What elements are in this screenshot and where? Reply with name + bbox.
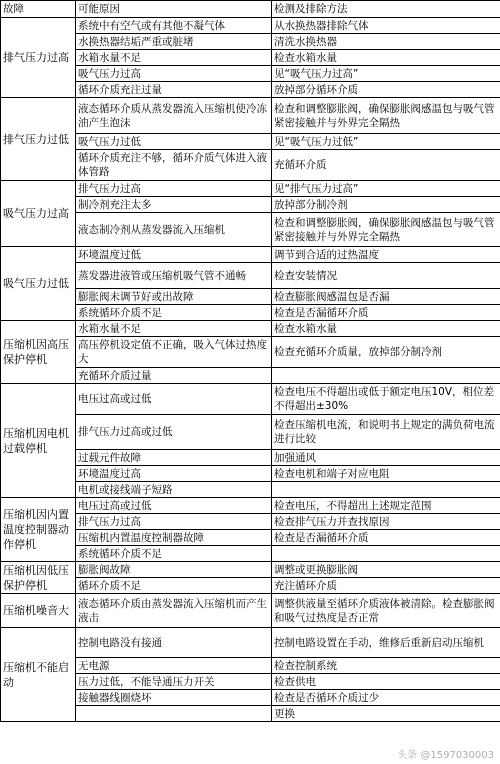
- remedy-cell: 放掉部分循环介质: [272, 82, 500, 98]
- remedy-cell: 检查电压不得超出或低于额定电压10V，相位差不得超出±30%: [272, 384, 500, 415]
- table-row: [1, 181, 500, 197]
- remedy-cell: 检查充循环介质量，放掉部分制冷剂: [272, 337, 500, 368]
- remedy-cell: 充循环介质: [272, 150, 500, 181]
- cause-cell: 压力过低，不能导通压力开关: [76, 674, 272, 690]
- remedy-cell: 检查是否漏循环介质: [272, 305, 500, 321]
- remedy-cell: 检查压缩机电流，和说明书上规定的满负荷电流进行比较: [272, 415, 500, 450]
- fault-cell: 排气压力过低: [1, 98, 76, 181]
- remedy-cell: 检查是否循环介质过少: [272, 690, 500, 706]
- cause-cell: 循环介质充注不够，循环介质气体进入液体管路: [76, 150, 272, 181]
- cause-cell: 接触器线圈烧坏: [76, 690, 272, 706]
- table-row: [1, 213, 500, 247]
- remedy-cell: 见“排气压力过高”: [272, 181, 500, 197]
- fault-cell: 压缩机因低压保护停机: [1, 562, 76, 594]
- fault-cell: 压缩机因内置温度控制器动作停机: [1, 498, 76, 562]
- header-cause: 可能原因: [76, 1, 272, 18]
- cause-cell: 水箱水量不足: [76, 321, 272, 337]
- cause-cell: 系统中有空气或有其他不凝气体: [76, 18, 272, 34]
- cause-cell: 液态循环介质从蒸发器流入压缩机使冷冻油产生泡沫: [76, 98, 272, 134]
- cause-cell: 环境温度过高: [76, 466, 272, 482]
- table-row: [1, 562, 500, 578]
- remedy-cell: 检查供电: [272, 674, 500, 690]
- cause-cell: 制冷剂充注太多: [76, 197, 272, 213]
- remedy-cell: 检查和调整膨胀阀，确保膨胀阀感温包与吸气管紧密接触并与外界完全隔热: [272, 98, 500, 134]
- remedy-cell: 调整供液量至循环介质液体被清除。检查膨胀阀和吸气过热度是否正常: [272, 594, 500, 628]
- table-row: [1, 305, 500, 321]
- fault-cell: 压缩机因电机过载停机: [1, 384, 76, 498]
- table-row: [1, 337, 500, 368]
- cause-cell: 充循环介质过量: [76, 368, 272, 384]
- table-row: [1, 674, 500, 690]
- remedy-cell: 检查电机和端子对应电阻: [272, 466, 500, 482]
- table-row: [1, 368, 500, 384]
- table-row: [1, 82, 500, 98]
- remedy-cell: 检查水箱水量: [272, 321, 500, 337]
- cause-cell: 排气压力过高: [76, 181, 272, 197]
- table-row: [1, 628, 500, 658]
- cause-cell: 循环介质充注过量: [76, 82, 272, 98]
- cause-cell: 控制电路没有接通: [76, 628, 272, 658]
- table-row: [1, 498, 500, 514]
- remedy-cell: [272, 482, 500, 498]
- table-row: [1, 578, 500, 594]
- remedy-cell: 检查水箱水量: [272, 50, 500, 66]
- remedy-cell: 调整或更换膨胀阀: [272, 562, 500, 578]
- remedy-cell: 检查是否漏循环介质: [272, 530, 500, 546]
- cause-cell: 膨胀阀故障: [76, 562, 272, 578]
- table-row: [1, 514, 500, 530]
- cause-cell: 水换热器结垢严重或脏堵: [76, 34, 272, 50]
- remedy-cell: 从水换热器排除气体: [272, 18, 500, 34]
- table-row: [1, 289, 500, 305]
- remedy-cell: 控制电路设置在手动，维修后重新启动压缩机: [272, 628, 500, 658]
- table-row: [1, 263, 500, 289]
- cause-cell: 排气压力过高: [76, 514, 272, 530]
- table-row: [1, 415, 500, 450]
- remedy-cell: 检查电压，不得超出上述规定范围: [272, 498, 500, 514]
- remedy-cell: 检查控制系统: [272, 658, 500, 674]
- cause-cell: 系统循环介质不足: [76, 305, 272, 321]
- table-row: [1, 594, 500, 628]
- remedy-cell: 见“吸气压力过高”: [272, 66, 500, 82]
- fault-cell: 压缩机噪音大: [1, 594, 76, 628]
- remedy-cell: 检查和调整膨胀阀，确保膨胀阀感温包与吸气管紧密接触并与外界完全隔热: [272, 213, 500, 247]
- table-row: [1, 134, 500, 150]
- remedy-cell: 放掉部分制冷剂: [272, 197, 500, 213]
- cause-cell: 排气压力过高或过低: [76, 415, 272, 450]
- table-row: [1, 482, 500, 498]
- cause-cell: 无电源: [76, 658, 272, 674]
- table-body: [1, 18, 500, 722]
- table-row: [1, 450, 500, 466]
- table-row: [1, 706, 500, 722]
- cause-cell: 系统循环介质不足: [76, 546, 272, 562]
- table-row: [1, 466, 500, 482]
- cause-cell: [76, 706, 272, 722]
- cause-cell: 膨胀阀未调节好或出故障: [76, 289, 272, 305]
- remedy-cell: 检查膨胀阀感温包是否漏: [272, 289, 500, 305]
- cause-cell: 蒸发器进液管或压缩机吸气管不通畅: [76, 263, 272, 289]
- table-row: [1, 690, 500, 706]
- table-row: [1, 530, 500, 546]
- cause-cell: 循环介质不足: [76, 578, 272, 594]
- table-row: [1, 247, 500, 263]
- table-row: [1, 18, 500, 34]
- remedy-cell: 加强通风: [272, 450, 500, 466]
- table-row: [1, 384, 500, 415]
- cause-cell: 电机或接线端子短路: [76, 482, 272, 498]
- cause-cell: 水箱水量不足: [76, 50, 272, 66]
- table-row: [1, 658, 500, 674]
- fault-cell: 吸气压力过低: [1, 247, 76, 321]
- cause-cell: 电压过高或过低: [76, 384, 272, 415]
- table-row: [1, 546, 500, 562]
- table-row: [1, 50, 500, 66]
- header-remedy: 检测及排除方法: [272, 1, 500, 18]
- table-row: [1, 150, 500, 181]
- cause-cell: 高压停机设定值不正确，吸入气体过热度大: [76, 337, 272, 368]
- remedy-cell: 见“吸气压力过低”: [272, 134, 500, 150]
- remedy-cell: 检查安装情况: [272, 263, 500, 289]
- remedy-cell: 清洗水换热器: [272, 34, 500, 50]
- table-row: [1, 321, 500, 337]
- table-row: [1, 98, 500, 134]
- remedy-cell: 检查排气压力并查找原因: [272, 514, 500, 530]
- cause-cell: 压缩机内置温度控制器故障: [76, 530, 272, 546]
- cause-cell: 吸气压力过低: [76, 134, 272, 150]
- watermark: 头条 @1597030003: [397, 750, 494, 761]
- cause-cell: 电压过高或过低: [76, 498, 272, 514]
- cause-cell: 液态制冷剂从蒸发器流入压缩机: [76, 213, 272, 247]
- remedy-cell: 调节到合适的过热温度: [272, 247, 500, 263]
- table-header-row: [1, 1, 500, 18]
- fault-cell: 排气压力过高: [1, 18, 76, 98]
- cause-cell: 过载元件故障: [76, 450, 272, 466]
- remedy-cell: [272, 546, 500, 562]
- fault-cell: 压缩机因高压保护停机: [1, 321, 76, 384]
- cause-cell: 吸气压力过高: [76, 66, 272, 82]
- fault-cell: 压缩机不能启动: [1, 628, 76, 722]
- remedy-cell: [272, 368, 500, 384]
- cause-cell: 环境温度过低: [76, 247, 272, 263]
- remedy-cell: 更换: [272, 706, 500, 722]
- cause-cell: 液态循环介质由蒸发器流入压缩机而产生液击: [76, 594, 272, 628]
- fault-cell: 吸气压力过高: [1, 181, 76, 247]
- remedy-cell: 充注循环介质: [272, 578, 500, 594]
- table-row: [1, 197, 500, 213]
- table-row: [1, 34, 500, 50]
- table-row: [1, 66, 500, 82]
- header-fault: 故障: [1, 1, 76, 18]
